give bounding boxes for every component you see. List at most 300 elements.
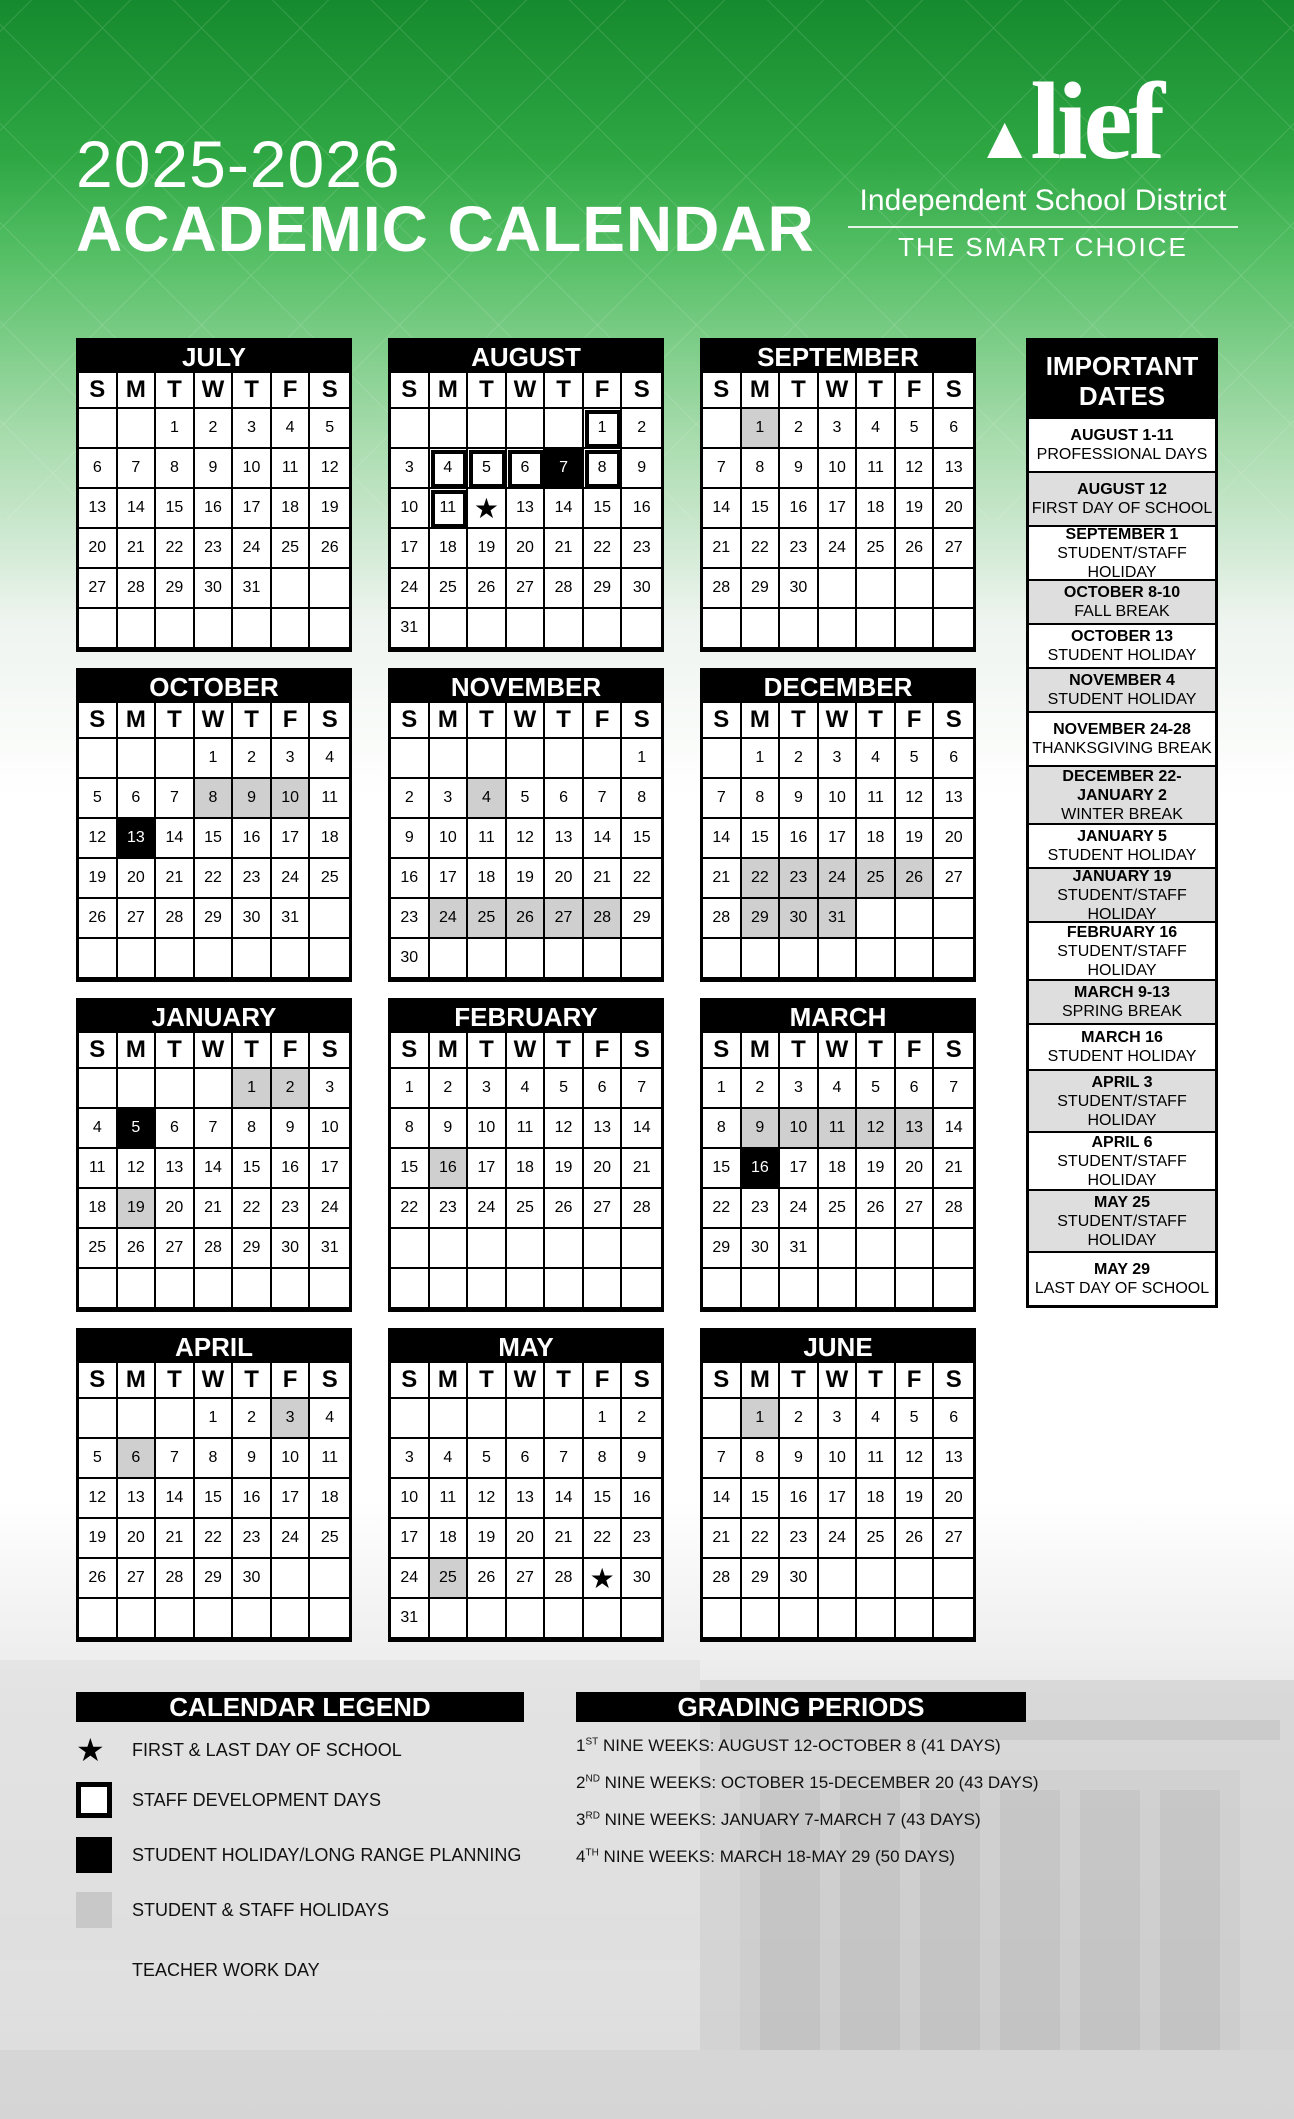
day-cell: 31 — [391, 1599, 430, 1639]
day-cell: 21 — [156, 1519, 195, 1559]
grading-period-text: NINE WEEKS: JANUARY 7-MARCH 7 (43 DAYS) — [599, 1810, 981, 1829]
weekday-label: T — [857, 703, 896, 739]
day-cell: 3 — [310, 1069, 349, 1109]
weekday-label: S — [703, 1363, 742, 1399]
empty-cell — [934, 1599, 973, 1639]
day-cell: 30 — [780, 899, 819, 939]
important-date-description: SPRING BREAK — [1061, 1003, 1183, 1020]
empty-cell — [584, 1599, 623, 1639]
important-date-description: STUDENT/STAFF HOLIDAY — [1057, 1212, 1187, 1249]
weekday-label: S — [703, 1033, 742, 1069]
empty-cell — [896, 1229, 935, 1269]
weekday-label: T — [233, 373, 272, 409]
empty-cell — [742, 939, 781, 979]
empty-cell — [310, 569, 349, 609]
important-date-entry — [1029, 713, 1215, 767]
day-cell: 26 — [118, 1229, 157, 1269]
day-cell: 24 — [310, 1189, 349, 1229]
weekday-label: F — [896, 1363, 935, 1399]
legend-label: TEACHER WORK DAY — [132, 1960, 320, 1980]
day-cell: 28 — [934, 1189, 973, 1229]
day-cell: 25 — [272, 529, 311, 569]
day-cell: 11 — [310, 1439, 349, 1479]
day-cell: 7 — [703, 779, 742, 819]
legend-label: STUDENT & STAFF HOLIDAYS — [132, 1900, 390, 1920]
important-date-date: MAY 29 — [1093, 1261, 1151, 1278]
weekday-label: W — [195, 703, 234, 739]
empty-cell — [703, 739, 742, 779]
day-cell: 22 — [584, 1519, 623, 1559]
empty-cell — [819, 1599, 858, 1639]
empty-cell — [118, 409, 157, 449]
grading-period-row — [576, 1810, 981, 1830]
empty-cell — [156, 739, 195, 779]
weekday-label: F — [272, 1033, 311, 1069]
important-date-description: STUDENT/STAFF HOLIDAY — [1057, 942, 1187, 979]
weekday-label: M — [118, 1033, 157, 1069]
day-cell: 30 — [742, 1229, 781, 1269]
empty-cell — [896, 899, 935, 939]
empty-cell — [507, 739, 546, 779]
empty-cell — [780, 1599, 819, 1639]
day-cell: 5 — [896, 739, 935, 779]
day-cell: 24 — [272, 1519, 311, 1559]
weekday-label: M — [430, 373, 469, 409]
day-cell: 26 — [896, 529, 935, 569]
day-cell: 23 — [272, 1189, 311, 1229]
day-cell: 24 — [272, 859, 311, 899]
day-cell: 17 — [819, 489, 858, 529]
day-cell: 18 — [430, 529, 469, 569]
day-cell: 13 — [156, 1149, 195, 1189]
important-dates-panel — [1026, 338, 1218, 1308]
star-icon: ★ — [76, 1732, 105, 1768]
day-cell: 24 — [819, 859, 858, 899]
day-cell: 2 — [430, 1069, 469, 1109]
day-cell: 1 — [703, 1069, 742, 1109]
day-cell: 14 — [118, 489, 157, 529]
weekday-label: T — [156, 703, 195, 739]
day-cell: 10 — [391, 489, 430, 529]
day-cell: 8 — [584, 1439, 623, 1479]
empty-cell — [156, 939, 195, 979]
legend-label: FIRST & LAST DAY OF SCHOOL — [132, 1740, 402, 1760]
weekday-header — [391, 703, 661, 739]
weekday-label: S — [310, 373, 349, 409]
day-grid — [79, 739, 349, 979]
day-cell: 22 — [742, 1519, 781, 1559]
empty-cell — [310, 1269, 349, 1309]
empty-cell — [79, 1599, 118, 1639]
day-cell: 26 — [545, 1189, 584, 1229]
day-cell: 19 — [896, 1479, 935, 1519]
month-may — [388, 1328, 664, 1642]
day-cell: 23 — [742, 1189, 781, 1229]
important-date-date: APRIL 3 — [1091, 1073, 1153, 1091]
weekday-label: W — [507, 1033, 546, 1069]
day-cell: 1 — [622, 739, 661, 779]
weekday-label: F — [896, 1033, 935, 1069]
empty-cell — [430, 1599, 469, 1639]
day-cell: 24 — [780, 1189, 819, 1229]
day-cell: 3 — [819, 739, 858, 779]
day-cell: 25 — [507, 1189, 546, 1229]
weekday-label: S — [703, 373, 742, 409]
empty-cell — [156, 1399, 195, 1439]
empty-cell — [310, 1559, 349, 1599]
day-cell: 31 — [780, 1229, 819, 1269]
weekday-label: M — [118, 703, 157, 739]
day-cell: 15 — [156, 489, 195, 529]
empty-cell — [703, 1599, 742, 1639]
important-date-date: SEPTEMBER 1 — [1065, 525, 1179, 543]
empty-cell — [233, 1599, 272, 1639]
day-cell: 18 — [430, 1519, 469, 1559]
weekday-label: S — [79, 1363, 118, 1399]
day-cell: 13 — [584, 1109, 623, 1149]
day-cell: 14 — [934, 1109, 973, 1149]
legend-label: STUDENT HOLIDAY/LONG RANGE PLANNING — [132, 1845, 522, 1865]
day-cell: 6 — [118, 779, 157, 819]
day-cell: 21 — [622, 1149, 661, 1189]
day-cell: 28 — [156, 1559, 195, 1599]
day-cell: 23 — [233, 859, 272, 899]
empty-cell — [468, 739, 507, 779]
empty-cell — [310, 1599, 349, 1639]
day-cell: 6 — [934, 409, 973, 449]
day-cell: 14 — [703, 489, 742, 529]
day-cell: 6 — [934, 1399, 973, 1439]
weekday-label: W — [819, 703, 858, 739]
day-cell: 11 — [857, 779, 896, 819]
empty-cell — [507, 1269, 546, 1309]
empty-cell — [857, 1269, 896, 1309]
logo-district-name: Independent School District — [859, 184, 1227, 217]
day-cell: 1 — [391, 1069, 430, 1109]
day-cell: 12 — [896, 1439, 935, 1479]
day-cell: 21 — [156, 859, 195, 899]
day-cell: 26 — [310, 529, 349, 569]
empty-cell — [430, 739, 469, 779]
day-cell: 15 — [742, 1479, 781, 1519]
important-dates-title: IMPORTANT DATES — [1029, 341, 1215, 419]
day-cell: 1 — [742, 739, 781, 779]
weekday-header — [79, 373, 349, 409]
day-cell: 29 — [195, 899, 234, 939]
important-date-description: THANKSGIVING BREAK — [1032, 740, 1212, 757]
day-cell: 11 — [79, 1149, 118, 1189]
empty-cell — [156, 1599, 195, 1639]
weekday-label: T — [468, 1033, 507, 1069]
day-cell: 22 — [391, 1189, 430, 1229]
day-cell: 23 — [780, 529, 819, 569]
day-cell: 11 — [272, 449, 311, 489]
day-cell: 18 — [819, 1149, 858, 1189]
empty-cell — [272, 609, 311, 649]
weekday-label: W — [195, 1033, 234, 1069]
weekday-label: W — [507, 1363, 546, 1399]
day-cell: 13 — [545, 819, 584, 859]
day-cell: 9 — [622, 449, 661, 489]
weekday-label: S — [391, 1033, 430, 1069]
important-date-date: APRIL 6 — [1091, 1133, 1153, 1151]
empty-cell — [857, 1229, 896, 1269]
day-cell: 9 — [742, 1109, 781, 1149]
empty-cell — [468, 939, 507, 979]
day-cell: 18 — [272, 489, 311, 529]
day-cell: 3 — [391, 1439, 430, 1479]
empty-cell — [391, 1269, 430, 1309]
day-cell: 26 — [79, 899, 118, 939]
empty-cell — [233, 1269, 272, 1309]
empty-cell — [272, 569, 311, 609]
day-cell: 20 — [118, 859, 157, 899]
day-cell: 5 — [118, 1109, 157, 1149]
empty-cell — [272, 1599, 311, 1639]
day-cell: 3 — [391, 449, 430, 489]
weekday-label: W — [819, 373, 858, 409]
important-date-description: PROFESSIONAL DAYS — [1036, 446, 1208, 463]
day-cell: 25 — [857, 859, 896, 899]
day-grid — [703, 1069, 973, 1309]
day-cell: 30 — [233, 1559, 272, 1599]
day-cell: 26 — [79, 1559, 118, 1599]
day-cell: 15 — [584, 1479, 623, 1519]
day-cell: 18 — [310, 1479, 349, 1519]
important-date-entry — [1029, 767, 1215, 825]
weekday-header — [391, 1033, 661, 1069]
day-cell: 23 — [780, 859, 819, 899]
day-cell: 11 — [310, 779, 349, 819]
day-cell: 8 — [703, 1109, 742, 1149]
day-cell: 13 — [118, 1479, 157, 1519]
weekday-header — [391, 373, 661, 409]
important-date-description: STUDENT HOLIDAY — [1047, 647, 1197, 664]
weekday-label: T — [156, 373, 195, 409]
empty-cell — [934, 569, 973, 609]
weekday-label: T — [156, 1363, 195, 1399]
day-cell: 20 — [934, 489, 973, 529]
day-cell: 8 — [584, 449, 623, 489]
day-cell: 19 — [896, 819, 935, 859]
grading-period-text: NINE WEEKS: AUGUST 12-OCTOBER 8 (41 DAYS) — [598, 1736, 1001, 1755]
day-cell: 10 — [310, 1109, 349, 1149]
day-cell: 3 — [780, 1069, 819, 1109]
day-cell: 16 — [780, 819, 819, 859]
day-cell: 12 — [857, 1109, 896, 1149]
star-icon: ★ — [468, 489, 507, 529]
weekday-label: M — [430, 1033, 469, 1069]
empty-cell — [622, 1269, 661, 1309]
day-cell: 7 — [195, 1109, 234, 1149]
empty-cell — [430, 409, 469, 449]
empty-cell — [272, 939, 311, 979]
month-title: JUNE — [703, 1331, 973, 1363]
empty-cell — [79, 1069, 118, 1109]
important-date-date: NOVEMBER 24-28 — [1053, 721, 1191, 738]
day-cell: 7 — [156, 1439, 195, 1479]
empty-cell — [545, 1229, 584, 1269]
day-cell: 1 — [742, 1399, 781, 1439]
grading-period-row — [576, 1847, 955, 1867]
day-cell: 25 — [79, 1229, 118, 1269]
important-date-entry — [1029, 1253, 1215, 1305]
day-cell: 17 — [272, 819, 311, 859]
empty-cell — [819, 1559, 858, 1599]
day-cell: 19 — [79, 859, 118, 899]
logo-tagline: THE SMART CHOICE — [898, 232, 1188, 262]
weekday-header — [703, 1363, 973, 1399]
empty-cell — [584, 609, 623, 649]
day-cell: 12 — [79, 819, 118, 859]
weekday-header — [703, 373, 973, 409]
day-cell: 28 — [703, 899, 742, 939]
legend-label: STAFF DEVELOPMENT DAYS — [132, 1790, 382, 1810]
day-cell: 19 — [118, 1189, 157, 1229]
day-cell: 6 — [507, 449, 546, 489]
day-cell: 7 — [934, 1069, 973, 1109]
day-cell: 19 — [896, 489, 935, 529]
day-cell: 24 — [819, 529, 858, 569]
day-cell: 22 — [703, 1189, 742, 1229]
important-date-description: WINTER BREAK — [1061, 805, 1183, 823]
empty-cell — [156, 1069, 195, 1109]
empty-cell — [430, 1229, 469, 1269]
day-cell: 7 — [584, 779, 623, 819]
month-title: FEBRUARY — [391, 1001, 661, 1033]
day-cell: 17 — [272, 1479, 311, 1519]
day-cell: 22 — [584, 529, 623, 569]
day-cell: 22 — [195, 859, 234, 899]
logo-a-icon: ▲ — [975, 105, 1031, 171]
day-cell: 29 — [195, 1559, 234, 1599]
day-cell: 11 — [819, 1109, 858, 1149]
important-date-entry — [1029, 419, 1215, 473]
day-cell: 31 — [310, 1229, 349, 1269]
day-cell: 19 — [545, 1149, 584, 1189]
day-cell: 7 — [703, 449, 742, 489]
important-date-description: STUDENT/STAFF HOLIDAY — [1057, 1152, 1187, 1189]
legend-title: CALENDAR LEGEND — [76, 1692, 524, 1722]
weekday-label: M — [118, 1363, 157, 1399]
day-cell: 31 — [819, 899, 858, 939]
empty-cell — [79, 609, 118, 649]
day-grid — [391, 1399, 661, 1639]
day-cell: 28 — [622, 1189, 661, 1229]
day-cell: 7 — [703, 1439, 742, 1479]
day-cell: 1 — [195, 1399, 234, 1439]
month-march — [700, 998, 976, 1312]
day-cell: 6 — [896, 1069, 935, 1109]
empty-cell — [507, 1399, 546, 1439]
day-cell: 3 — [272, 739, 311, 779]
day-cell: 2 — [622, 409, 661, 449]
day-cell: 5 — [310, 409, 349, 449]
day-cell: 4 — [79, 1109, 118, 1149]
day-cell: 29 — [233, 1229, 272, 1269]
day-cell: 21 — [545, 1519, 584, 1559]
day-cell: 29 — [703, 1229, 742, 1269]
day-cell: 13 — [118, 819, 157, 859]
day-cell: 20 — [584, 1149, 623, 1189]
day-cell: 1 — [742, 409, 781, 449]
day-cell: 25 — [310, 1519, 349, 1559]
empty-cell — [310, 939, 349, 979]
empty-cell — [391, 739, 430, 779]
empty-cell — [468, 1269, 507, 1309]
empty-cell — [780, 609, 819, 649]
day-cell: 4 — [272, 409, 311, 449]
day-cell: 26 — [507, 899, 546, 939]
day-cell: 5 — [79, 779, 118, 819]
weekday-label: S — [622, 373, 661, 409]
day-cell: 21 — [934, 1149, 973, 1189]
empty-cell — [391, 1229, 430, 1269]
day-cell: 2 — [391, 779, 430, 819]
empty-cell — [934, 939, 973, 979]
day-cell: 11 — [857, 1439, 896, 1479]
day-cell: 27 — [934, 859, 973, 899]
day-cell: 16 — [195, 489, 234, 529]
weekday-header — [79, 1033, 349, 1069]
day-cell: 17 — [468, 1149, 507, 1189]
day-cell: 26 — [468, 569, 507, 609]
empty-cell — [468, 409, 507, 449]
empty-cell — [118, 1599, 157, 1639]
month-november — [388, 668, 664, 982]
day-cell: 27 — [584, 1189, 623, 1229]
day-cell: 13 — [507, 489, 546, 529]
empty-cell — [430, 609, 469, 649]
day-cell: 2 — [233, 739, 272, 779]
empty-cell — [507, 1599, 546, 1639]
day-cell: 16 — [233, 1479, 272, 1519]
empty-cell — [896, 1599, 935, 1639]
day-cell: 19 — [507, 859, 546, 899]
empty-cell — [703, 939, 742, 979]
day-cell: 27 — [507, 569, 546, 609]
day-grid — [391, 409, 661, 649]
day-cell: 8 — [742, 449, 781, 489]
day-cell: 27 — [118, 1559, 157, 1599]
month-september — [700, 338, 976, 652]
day-cell: 13 — [934, 779, 973, 819]
weekday-label: T — [156, 1033, 195, 1069]
school-year: 2025-2026 — [76, 127, 401, 201]
day-grid — [391, 1069, 661, 1309]
empty-cell — [934, 1559, 973, 1599]
weekday-label: T — [233, 703, 272, 739]
empty-cell — [545, 409, 584, 449]
empty-cell — [819, 609, 858, 649]
day-cell: 3 — [430, 779, 469, 819]
day-cell: 9 — [195, 449, 234, 489]
weekday-label: T — [545, 373, 584, 409]
day-cell: 3 — [272, 1399, 311, 1439]
day-cell: 12 — [545, 1109, 584, 1149]
grading-periods-title: GRADING PERIODS — [576, 1692, 1026, 1722]
day-cell: 25 — [310, 859, 349, 899]
weekday-header — [391, 1363, 661, 1399]
important-date-date: FEBRUARY 16 — [1066, 923, 1178, 941]
day-cell: 24 — [233, 529, 272, 569]
weekday-label: T — [468, 1363, 507, 1399]
day-cell: 4 — [430, 449, 469, 489]
empty-cell — [703, 409, 742, 449]
important-date-date: OCTOBER 8-10 — [1063, 584, 1181, 601]
empty-cell — [507, 1229, 546, 1269]
important-date-date: MARCH 16 — [1081, 1029, 1163, 1046]
